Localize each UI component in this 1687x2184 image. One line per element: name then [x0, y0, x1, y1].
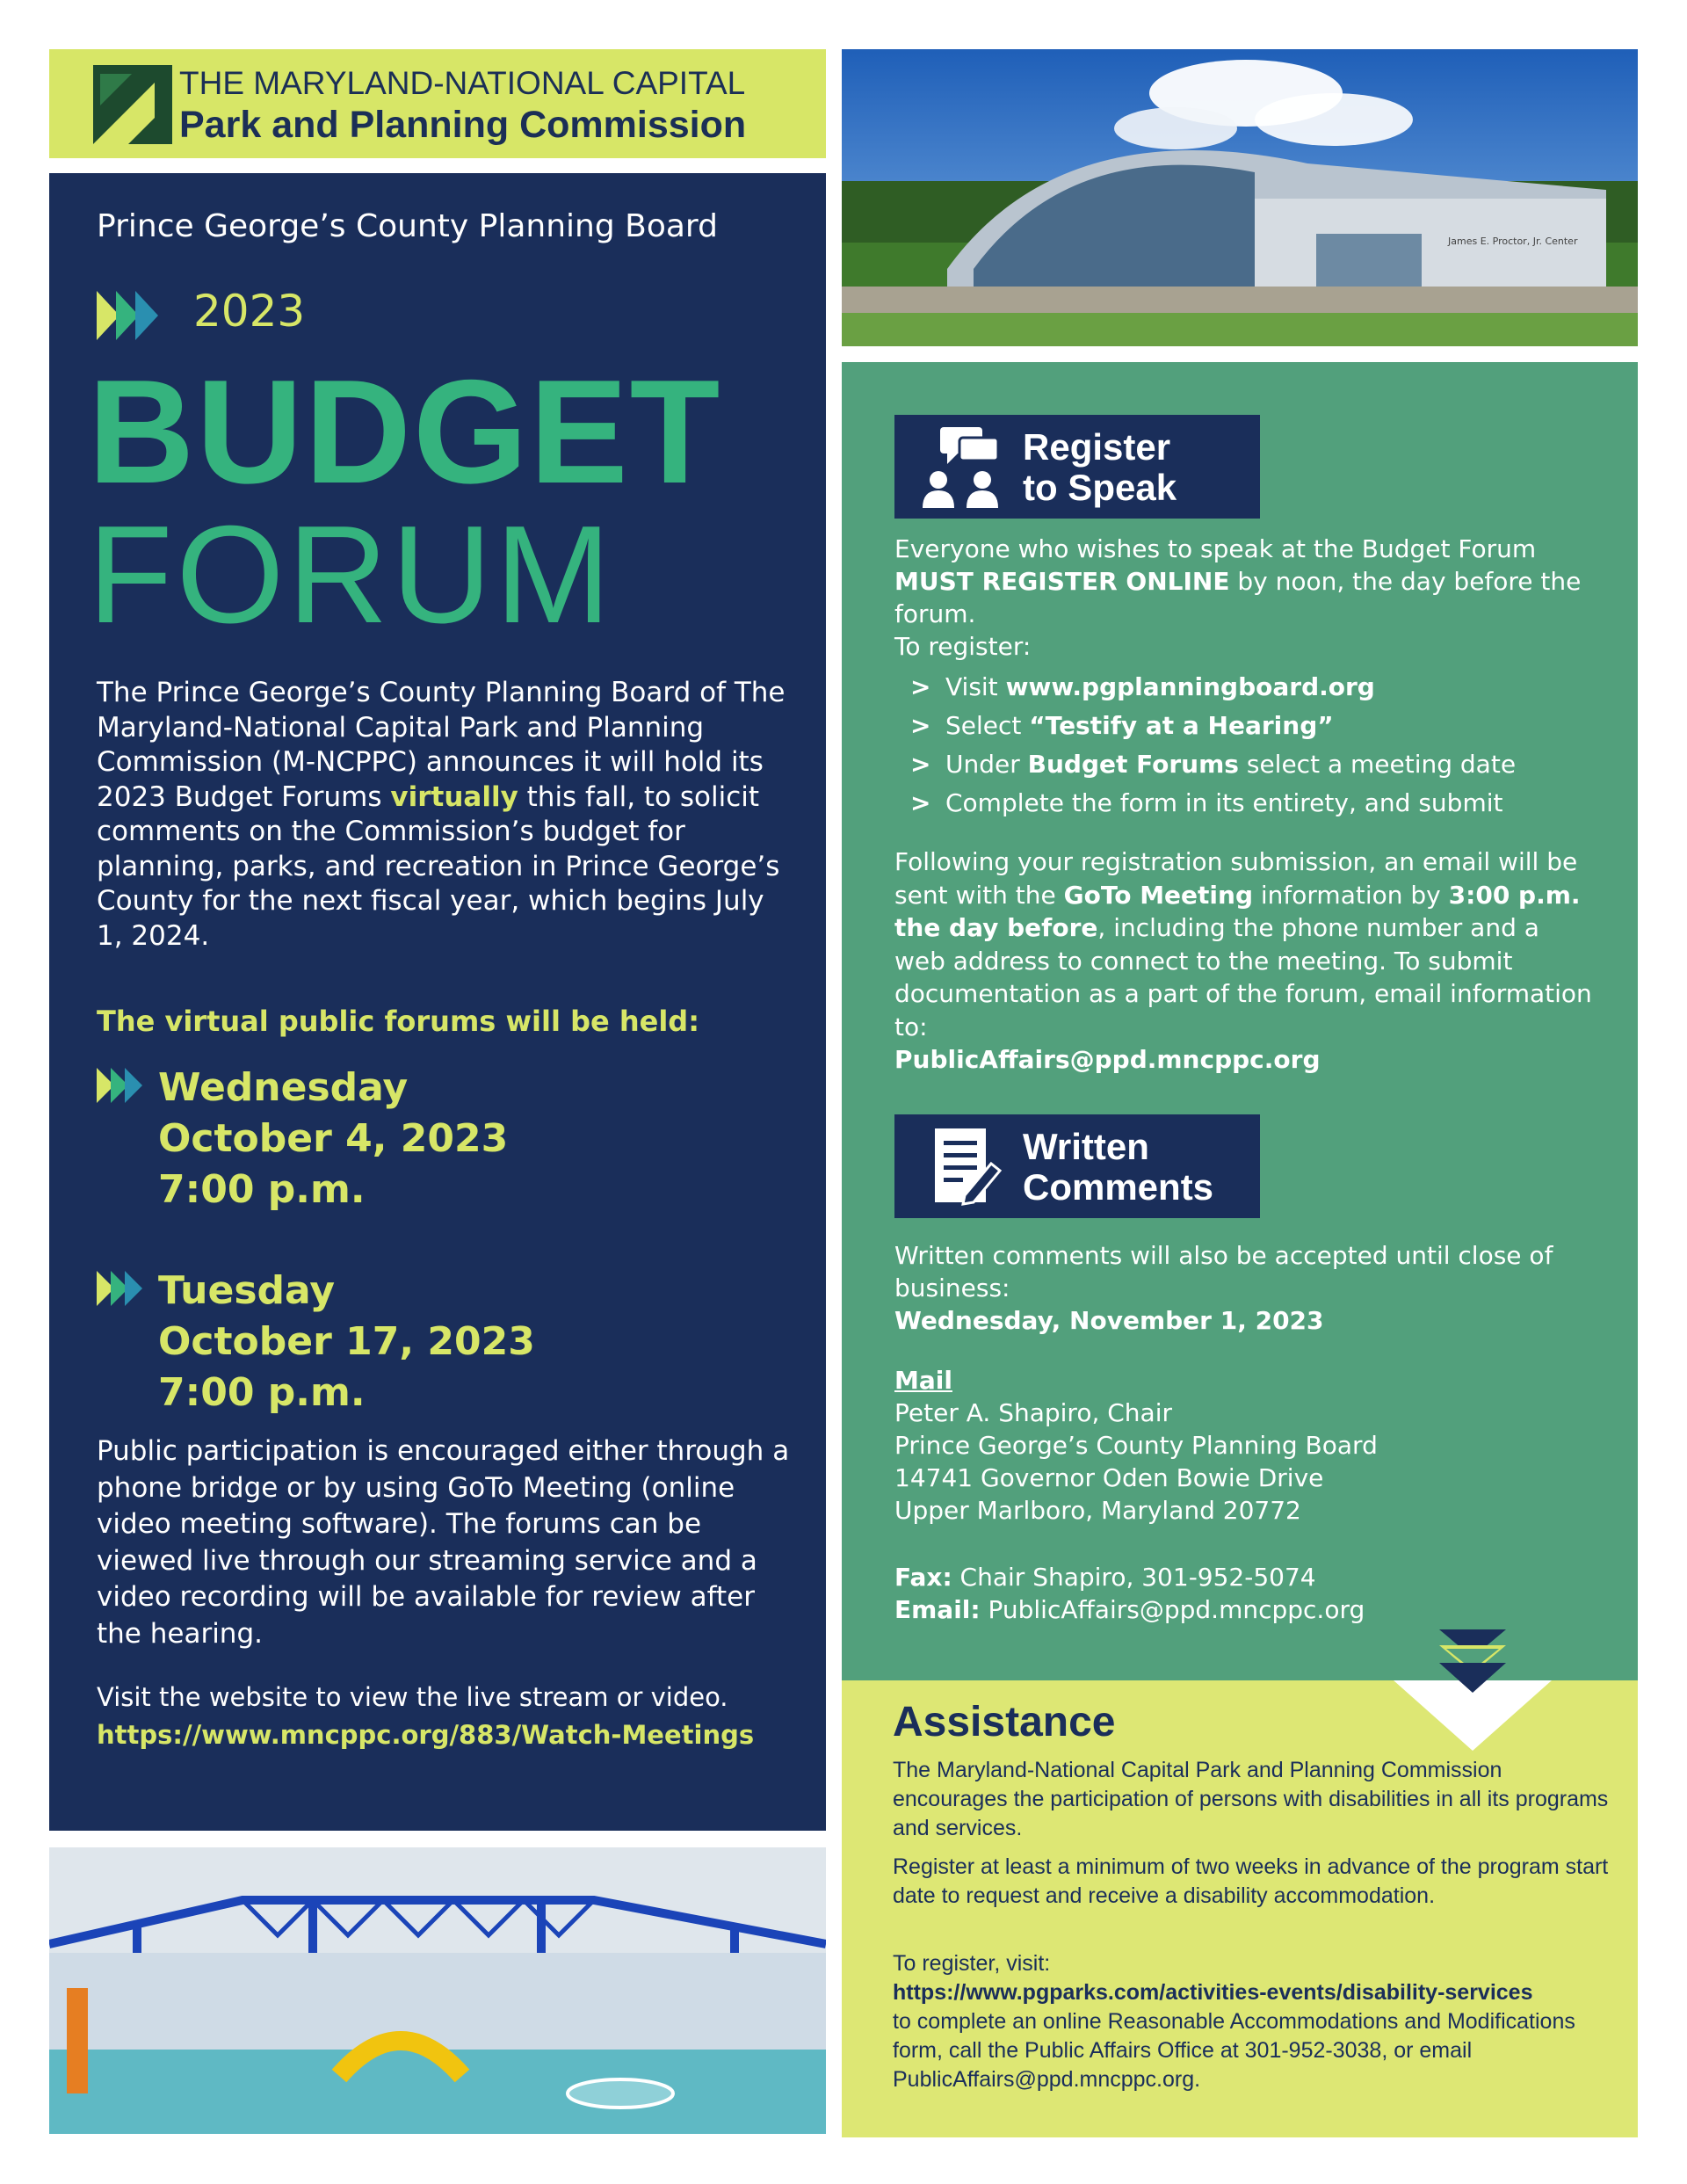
must-register-online: MUST REGISTER ONLINE — [894, 567, 1230, 596]
register-instructions — [894, 533, 1597, 663]
watch-meetings-link[interactable]: https://www.mncppc.org/883/Watch-Meetings — [97, 1720, 755, 1750]
intro-text-end: this fall, to solicit comments on the Commission’s budget for planning, parks, and recreation in Prince George’s County for the next fiscal year, which begins July 1, 2024. — [97, 780, 780, 952]
register-heading-line1: Register — [1023, 426, 1171, 468]
forum-time: 7:00 p.m. — [158, 1167, 366, 1212]
chevron-right-icon: > — [910, 672, 931, 701]
forum-date-1-text — [158, 1063, 508, 1215]
fax-email-block — [894, 1561, 1597, 1626]
followup-text: , including the phone number and a web address to connect to the meeting. To submit documentation as a part of the forum, email information to: — [894, 913, 1592, 1041]
register-to-speak-header — [894, 415, 1260, 519]
to-register-label: To register: — [894, 632, 1032, 661]
step-bold: “Testify at a Hearing” — [1029, 711, 1334, 740]
fax-label: Fax: — [894, 1563, 952, 1592]
register-text-start: Everyone who wishes to speak at the Budget Forum — [894, 534, 1537, 563]
register-step — [910, 784, 1596, 823]
building-sign-text: James E. Proctor, Jr. Center — [1448, 236, 1578, 247]
assistance-register-intro: To register, visit: — [893, 1951, 1051, 1976]
title-budget: BUDGET — [88, 349, 722, 514]
chevron-right-icon: > — [910, 711, 931, 740]
intro-paragraph — [97, 676, 791, 954]
written-deadline: Wednesday, November 1, 2023 — [894, 1306, 1324, 1335]
main-announcement-panel — [49, 173, 826, 1831]
register-text-end: by noon, the day before the forum. — [894, 567, 1582, 628]
planning-board-label: Prince George’s County Planning Board — [97, 208, 718, 244]
intro-virtually: virtually — [390, 780, 518, 813]
goto-meeting-bold: GoTo Meeting — [1063, 880, 1253, 910]
mail-line: Peter A. Shapiro, Chair — [894, 1398, 1172, 1427]
written-comments-text: Written comments will also be accepted until close of business: — [894, 1241, 1553, 1302]
step-text: Select — [945, 711, 1030, 740]
email-line — [894, 1593, 1597, 1626]
forum-date: October 17, 2023 — [158, 1319, 535, 1364]
double-chevron-icon — [97, 1271, 144, 1306]
assistance-paragraph-3 — [893, 1949, 1613, 2094]
written-comments-body — [894, 1239, 1597, 1337]
triple-chevron-icon — [97, 291, 170, 340]
intro-text-start: The Prince George’s County Planning Board of The Maryland-National Capital Park and Planning Commission (M-NCPPC) announces it will hold its 2023 Budget Forums — [97, 677, 786, 813]
public-affairs-email-link[interactable]: PublicAffairs@ppd.mncppc.org — [894, 1045, 1321, 1074]
written-heading-line1: Written — [1023, 1126, 1149, 1167]
building-photo — [842, 49, 1638, 346]
fax-line — [894, 1561, 1597, 1593]
written-heading-line2: Comments — [1023, 1166, 1214, 1208]
logo-line1: THE MARYLAND-NATIONAL CAPITAL — [179, 65, 746, 101]
forum-time: 7:00 p.m. — [158, 1370, 366, 1415]
planning-board-link[interactable]: www.pgplanningboard.org — [1005, 672, 1375, 701]
register-step — [910, 668, 1596, 707]
step-bold: Budget Forums — [1027, 750, 1239, 779]
logo-line2: Park and Planning Commission — [179, 104, 747, 146]
register-heading-line2: to Speak — [1023, 467, 1177, 508]
email-label: Email: — [894, 1595, 981, 1624]
chevron-right-icon: > — [910, 750, 931, 779]
followup-text: Following your registration submission, an email will be sent with the — [894, 847, 1578, 910]
double-chevron-icon — [97, 1068, 144, 1103]
forums-heading: The virtual public forums will be held: — [97, 1005, 699, 1038]
forum-day: Tuesday — [158, 1268, 336, 1313]
forum-day: Wednesday — [158, 1065, 409, 1110]
pool-photo-illustration — [49, 1847, 826, 2134]
forum-date-2-text — [158, 1266, 535, 1419]
step-suffix: select a meeting date — [1238, 750, 1517, 779]
disability-services-link[interactable]: https://www.pgparks.com/activities-events/disability-services — [893, 1980, 1533, 2005]
building-photo-illustration — [842, 49, 1638, 346]
mail-line: Upper Marlboro, Maryland 20772 — [894, 1496, 1301, 1525]
visit-website-text: Visit the website to view the live stream or video. — [97, 1682, 728, 1712]
mail-line: 14741 Governor Oden Bowie Drive — [894, 1463, 1324, 1492]
logo-bar — [49, 49, 826, 158]
followup-paragraph — [894, 845, 1597, 1077]
register-heading — [1023, 427, 1177, 508]
chevron-right-icon: > — [910, 788, 931, 817]
title-forum: FORUM — [88, 497, 615, 652]
register-step — [910, 707, 1596, 745]
step-text: Visit — [945, 672, 1006, 701]
assistance-paragraph-2: Register at least a minimum of two weeks in advance of the program start date to request and receive a disability accommodation. — [893, 1854, 1609, 1908]
forum-year: 2023 — [193, 286, 306, 337]
forum-date: October 4, 2023 — [158, 1116, 509, 1161]
deadline-bold: 3:00 p.m. the day before — [894, 880, 1581, 942]
fax-value: Chair Shapiro, 301-952-5074 — [952, 1563, 1316, 1592]
mail-label: Mail — [894, 1366, 952, 1395]
speakers-icon — [921, 425, 1005, 510]
aquatic-center-photo — [49, 1847, 826, 2134]
written-comments-header — [894, 1114, 1260, 1218]
mail-line: Prince George’s County Planning Board — [894, 1431, 1378, 1460]
mail-address-block — [894, 1364, 1597, 1527]
register-panel — [842, 362, 1638, 1700]
written-heading — [1023, 1127, 1213, 1208]
participation-paragraph: Public participation is encouraged either through a phone bridge or by using GoTo Meeting (online video meeting software). The forums can be viewed live through our streaming service and a video recording will be available for review after the hearing. — [97, 1435, 790, 1650]
email-value[interactable]: PublicAffairs@ppd.mncppc.org — [980, 1595, 1365, 1624]
step-text: Under — [945, 750, 1028, 779]
document-pen-icon — [921, 1125, 1005, 1209]
register-step — [910, 745, 1596, 784]
assistance-paragraph-1: The Maryland-National Capital Park and Planning Commission encourages the participation of persons with disabilities in all its programs and services. — [893, 1758, 1609, 1840]
register-steps-list — [910, 668, 1596, 823]
followup-text: information by — [1253, 880, 1449, 910]
assistance-register-rest: to complete an online Reasonable Accommodations and Modifications form, call the Public Affairs Office at 301-952-3038, or email PublicAffairs@ppd.mncppc.org. — [893, 2009, 1575, 2092]
mncppc-logo-icon — [93, 65, 172, 144]
assistance-title: Assistance — [893, 1699, 1116, 1745]
step-text: Complete the form in its entirety, and submit — [945, 788, 1503, 817]
chevron-down-icon — [1394, 1622, 1552, 1752]
